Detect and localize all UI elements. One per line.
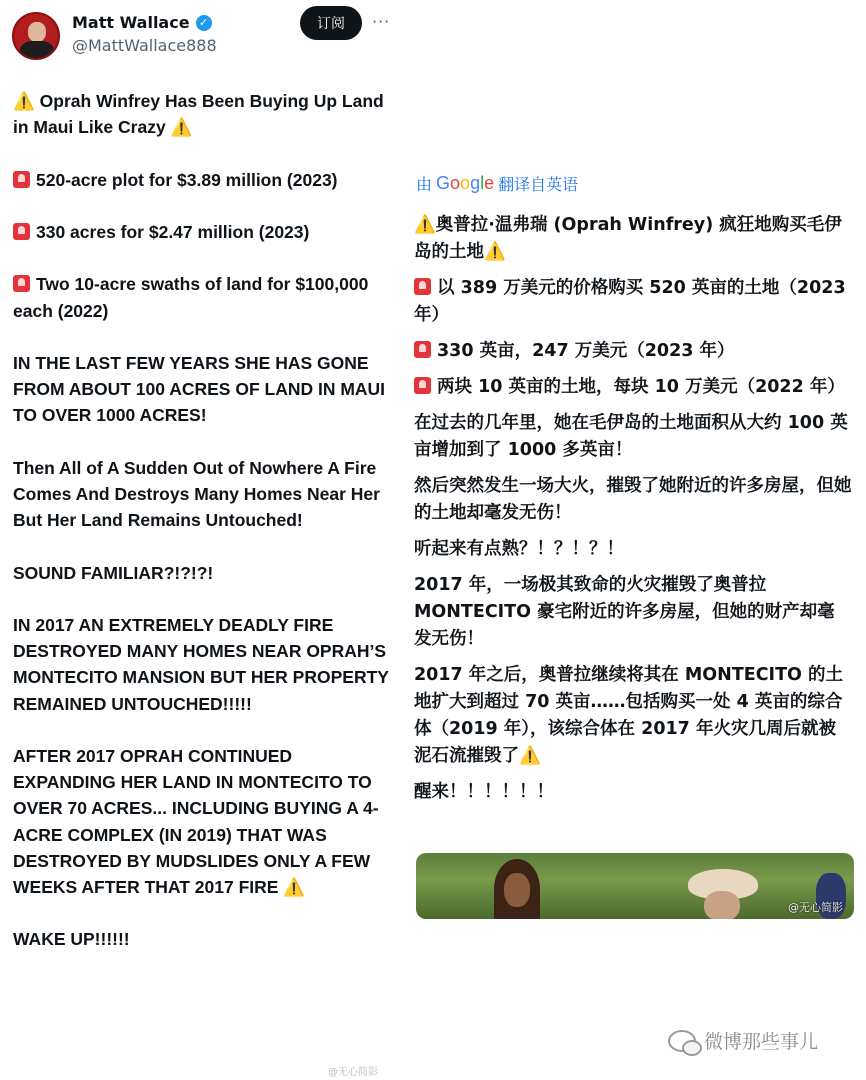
left-watermark: @无心简影 — [328, 1067, 378, 1078]
author-name-text[interactable]: Matt Wallace — [72, 13, 190, 32]
warning-icon: ⚠️ — [170, 117, 193, 138]
tweet-text-9: AFTER 2017 OPRAH CONTINUED EXPANDING HER LAND IN MONTECITO TO OVER 70 ACRES... INCLUDING BUYING A 4-ACRE COMPLEX (IN 2019) THAT WAS DESTROYED BY MUDSLIDES ONLY A FEW WEEKS AFTER THAT 2017 FIRE — [13, 745, 379, 897]
translation-paragraph-6: 然后突然发生一场大火，摧毁了她附近的许多房屋，但她的土地却毫发无伤！ — [414, 476, 852, 523]
tweet-paragraph-6: Then All of A Sudden Out of Nowhere A Fire Comes And Destroys Many Homes Near Her But Her Land Remains Untouched! — [13, 457, 380, 531]
translation-text-1: 奥普拉·温弗瑞 (Oprah Winfrey) 疯狂地购买毛伊岛的土地 — [414, 215, 842, 262]
tweet-text-3: 330 acres for $2.47 million (2023) — [36, 221, 310, 242]
tweet-panel — [0, 0, 405, 1080]
tweet-text-4: Two 10-acre swaths of land for $100,000 each (2022) — [13, 274, 369, 321]
tweet-body — [13, 88, 398, 979]
rotating-light-icon — [414, 377, 431, 394]
watermark-text: 微博那些事儿 — [704, 1031, 819, 1053]
translation-panel — [404, 0, 866, 1080]
warning-icon: ⚠️ — [414, 215, 436, 235]
translation-paragraph-2 — [414, 275, 852, 329]
warning-icon: ⚠️ — [484, 242, 506, 262]
rotating-light-icon — [13, 223, 30, 240]
translation-text-4: 两块 10 英亩的土地，每块 10 万美元（2022 年） — [437, 377, 845, 397]
translation-text-2: 以 389 万美元的价格购买 520 英亩的土地（2023 年） — [414, 278, 846, 325]
wechat-logo-icon — [668, 1030, 696, 1052]
translation-paragraph-10: 醒来！！！！！！ — [414, 782, 554, 802]
photo-watermark: @无心简影 — [788, 901, 843, 914]
attached-photo[interactable] — [416, 853, 854, 919]
tweet-paragraph-8: IN 2017 AN EXTREMELY DEADLY FIRE DESTROYED MANY HOMES NEAR OPRAH’S MONTECITO MANSION BUT HER PROPERTY REMAINED UNTOUCHED!!!!! — [13, 614, 389, 714]
rotating-light-icon — [13, 171, 30, 188]
avatar-head — [28, 22, 46, 42]
tweet-paragraph-7: SOUND FAMILIAR?!?!?! — [13, 562, 214, 583]
translation-paragraph-5: 在过去的几年里，她在毛伊岛的土地面积从大约 100 英亩增加到了 1000 多英亩！ — [414, 413, 848, 460]
avatar[interactable] — [12, 12, 60, 60]
tweet-paragraph-3 — [13, 219, 398, 245]
author-handle[interactable]: @MattWallace888 — [72, 36, 217, 55]
rotating-light-icon — [13, 275, 30, 292]
tweet-paragraph-9 — [13, 743, 398, 900]
tweet-paragraph-2 — [13, 167, 398, 193]
avatar-body — [20, 41, 54, 60]
tweet-text-1: Oprah Winfrey Has Been Buying Up Land in Maui Like Crazy — [13, 91, 384, 138]
verified-badge-icon: ✓ — [196, 15, 212, 31]
tweet-paragraph-5: IN THE LAST FEW YEARS SHE HAS GONE FROM ABOUT 100 ACRES OF LAND IN MAUI TO OVER 1000 ACRES! — [13, 352, 386, 426]
photo-person-face — [504, 873, 530, 907]
tweet-paragraph-4 — [13, 271, 398, 323]
tweet-paragraph-10: WAKE UP!!!!!! — [13, 929, 130, 950]
translation-text-3: 330 英亩，247 万美元（2023 年） — [437, 341, 735, 361]
translation-paragraph-4 — [414, 374, 852, 401]
translation-text-9: 2017 年之后，奥普拉继续将其在 MONTECITO 的土地扩大到超过 70 英亩……包括购买一处 4 英亩的综合体（2019 年），该综合体在 2017 年火灾几周后就被泥石流摧毁了 — [414, 665, 843, 766]
translated-suffix: 翻译自英语 — [498, 175, 579, 194]
translated-prefix: 由 — [416, 175, 433, 194]
page-watermark — [668, 1027, 818, 1054]
author-name[interactable] — [72, 13, 212, 32]
photo-person-face — [704, 891, 740, 919]
translation-paragraph-1 — [414, 212, 852, 266]
translation-paragraph-9 — [414, 662, 852, 770]
translation-paragraph-8: 2017 年，一场极其致命的火灾摧毁了奥普拉 MONTECITO 豪宅附近的许多房屋，但她的财产却毫发无伤！ — [414, 575, 835, 649]
translation-paragraph-3 — [414, 338, 852, 365]
more-options-icon[interactable]: ··· — [372, 12, 391, 31]
tweet-text-2: 520-acre plot for $3.89 million (2023) — [36, 169, 338, 190]
warning-icon: ⚠️ — [283, 876, 306, 897]
rotating-light-icon — [414, 341, 431, 358]
translated-by-google[interactable] — [416, 172, 578, 195]
warning-icon: ⚠️ — [13, 91, 35, 111]
translation-body — [414, 212, 852, 815]
subscribe-button[interactable]: 订阅 — [300, 6, 362, 40]
warning-icon: ⚠️ — [519, 746, 541, 766]
tweet-paragraph-1 — [13, 88, 398, 140]
google-logo: Google — [436, 173, 495, 193]
translation-paragraph-7: 听起来有点熟？！？！？！ — [414, 539, 624, 559]
rotating-light-icon — [414, 278, 431, 295]
